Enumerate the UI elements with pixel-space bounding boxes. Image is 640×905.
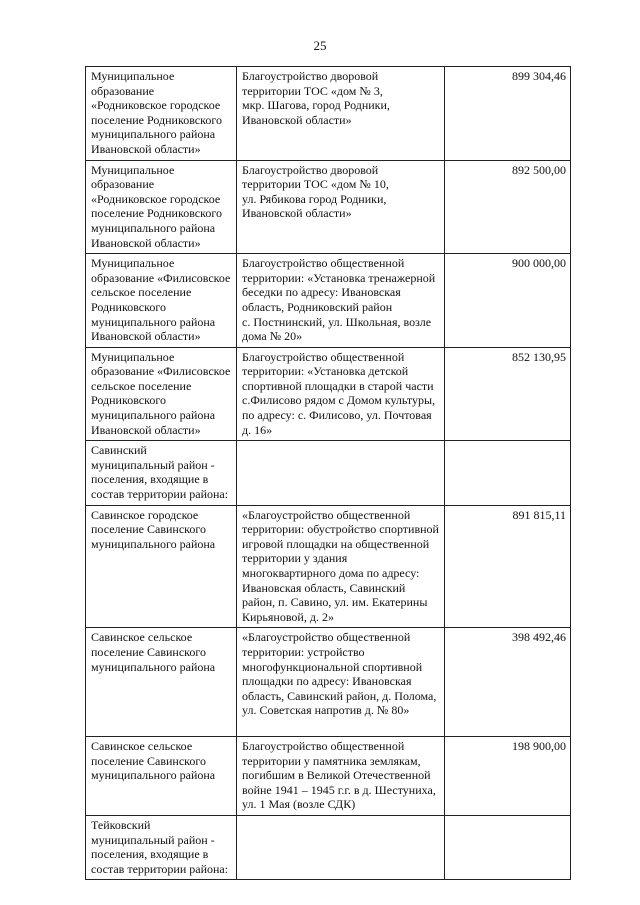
project-text: Благоустройство общественной территории: «Установка тренажерной беседки по адресу: Ивановская область, Родниковский район с. Постнинский, ул. Школьная, возле дома № 20»: [242, 256, 436, 344]
recipient-cell: [86, 160, 237, 254]
recipient-cell: [86, 628, 237, 737]
amount-cell: [445, 628, 571, 737]
amount-cell: [445, 254, 571, 348]
project-cell: [237, 505, 445, 628]
empty-cell: [445, 441, 571, 505]
project-text: Благоустройство общественной территории у памятника землякам, погибшим в Великой Отечественной войне 1941 – 1945 г.г. в д. Шестуниха, ул. 1 Мая (возле СДК): [242, 738, 436, 812]
empty-cell: [445, 815, 571, 879]
amount-text: 852 130,95: [512, 349, 566, 364]
section-row: [86, 441, 571, 505]
project-text: Благоустройство общественной территории: «Установка детской спортивной площадки в старой части с.Филисово рядом с Домом культуры, по адресу: с. Филисово, ул. Почтовая д. 16»: [242, 349, 436, 437]
table-row: [86, 736, 571, 815]
section-row: [86, 815, 571, 879]
table-row: [86, 628, 571, 737]
recipient-cell: [86, 67, 237, 161]
amount-text: 398 492,46: [512, 630, 566, 645]
recipient-cell: [86, 347, 237, 441]
recipient-text: Савинское сельское поселение Савинского муниципального района: [91, 738, 216, 783]
section-heading: Савинский муниципальный район - поселения, входящие в состав территории района:: [91, 443, 229, 502]
project-text: Благоустройство дворовой территории ТОС «дом № 10, ул. Рябикова город Родники, Ивановской области»: [242, 162, 389, 221]
project-cell: [237, 254, 445, 348]
project-text: «Благоустройство общественной территории: устройство многофункциональной спортивной площадки по адресу: Ивановская область, Савинский район, д. Полома, ул. Советская напротив д. № 80»: [242, 630, 437, 718]
amount-cell: [445, 67, 571, 161]
amount-text: 198 900,00: [512, 738, 566, 753]
amount-cell: [445, 505, 571, 628]
section-heading: Тейковский муниципальный район - поселения, входящие в состав территории района:: [91, 817, 229, 876]
recipient-text: Муниципальное образование «Родниковское городское поселение Родниковского муниципального района Ивановской области»: [91, 69, 222, 156]
table-row: [86, 67, 571, 161]
table-row: [86, 254, 571, 348]
project-text: «Благоустройство общественной территории: обустройство спортивной игровой площадки на общественной территории у здания многоквартирного дома по адресу: Ивановская область, Савинский район, п. Савино, ул. им. Екатерины Кирьяновой, д. 2»: [242, 507, 439, 624]
project-cell: [237, 67, 445, 161]
project-cell: [237, 347, 445, 441]
recipient-cell: [86, 736, 237, 815]
grants-table: [85, 66, 571, 880]
project-cell: [237, 160, 445, 254]
recipient-text: Муниципальное образование «Филисовское сельское поселение Родниковского муниципального района Ивановской области»: [91, 349, 231, 437]
empty-cell: [237, 815, 445, 879]
table-row: [86, 347, 571, 441]
recipient-cell: [86, 505, 237, 628]
recipient-cell: [86, 254, 237, 348]
project-cell: [237, 736, 445, 815]
amount-cell: [445, 347, 571, 441]
recipient-text: Муниципальное образование «Филисовское сельское поселение Родниковского муниципального района Ивановской области»: [91, 256, 231, 344]
section-heading-cell: [86, 815, 237, 879]
project-cell: [237, 628, 445, 737]
amount-text: 899 304,46: [512, 69, 566, 83]
amount-cell: [445, 736, 571, 815]
recipient-text: Савинское сельское поселение Савинского муниципального района: [91, 630, 216, 674]
amount-text: 900 000,00: [512, 256, 566, 271]
section-heading-cell: [86, 441, 237, 505]
amount-text: 891 815,11: [512, 507, 566, 522]
amount-text: 892 500,00: [512, 162, 566, 177]
recipient-text: Савинское городское поселение Савинского муниципального района: [91, 507, 216, 551]
recipient-text: Муниципальное образование «Родниковское городское поселение Родниковского муниципального района Ивановской области»: [91, 162, 222, 250]
amount-cell: [445, 160, 571, 254]
page-number: 25: [313, 38, 327, 53]
project-text: Благоустройство дворовой территории ТОС «дом № 3, мкр. Шагова, город Родники, Ивановской области»: [242, 69, 390, 127]
table-row: [86, 160, 571, 254]
table-row: [86, 505, 571, 628]
empty-cell: [237, 441, 445, 505]
